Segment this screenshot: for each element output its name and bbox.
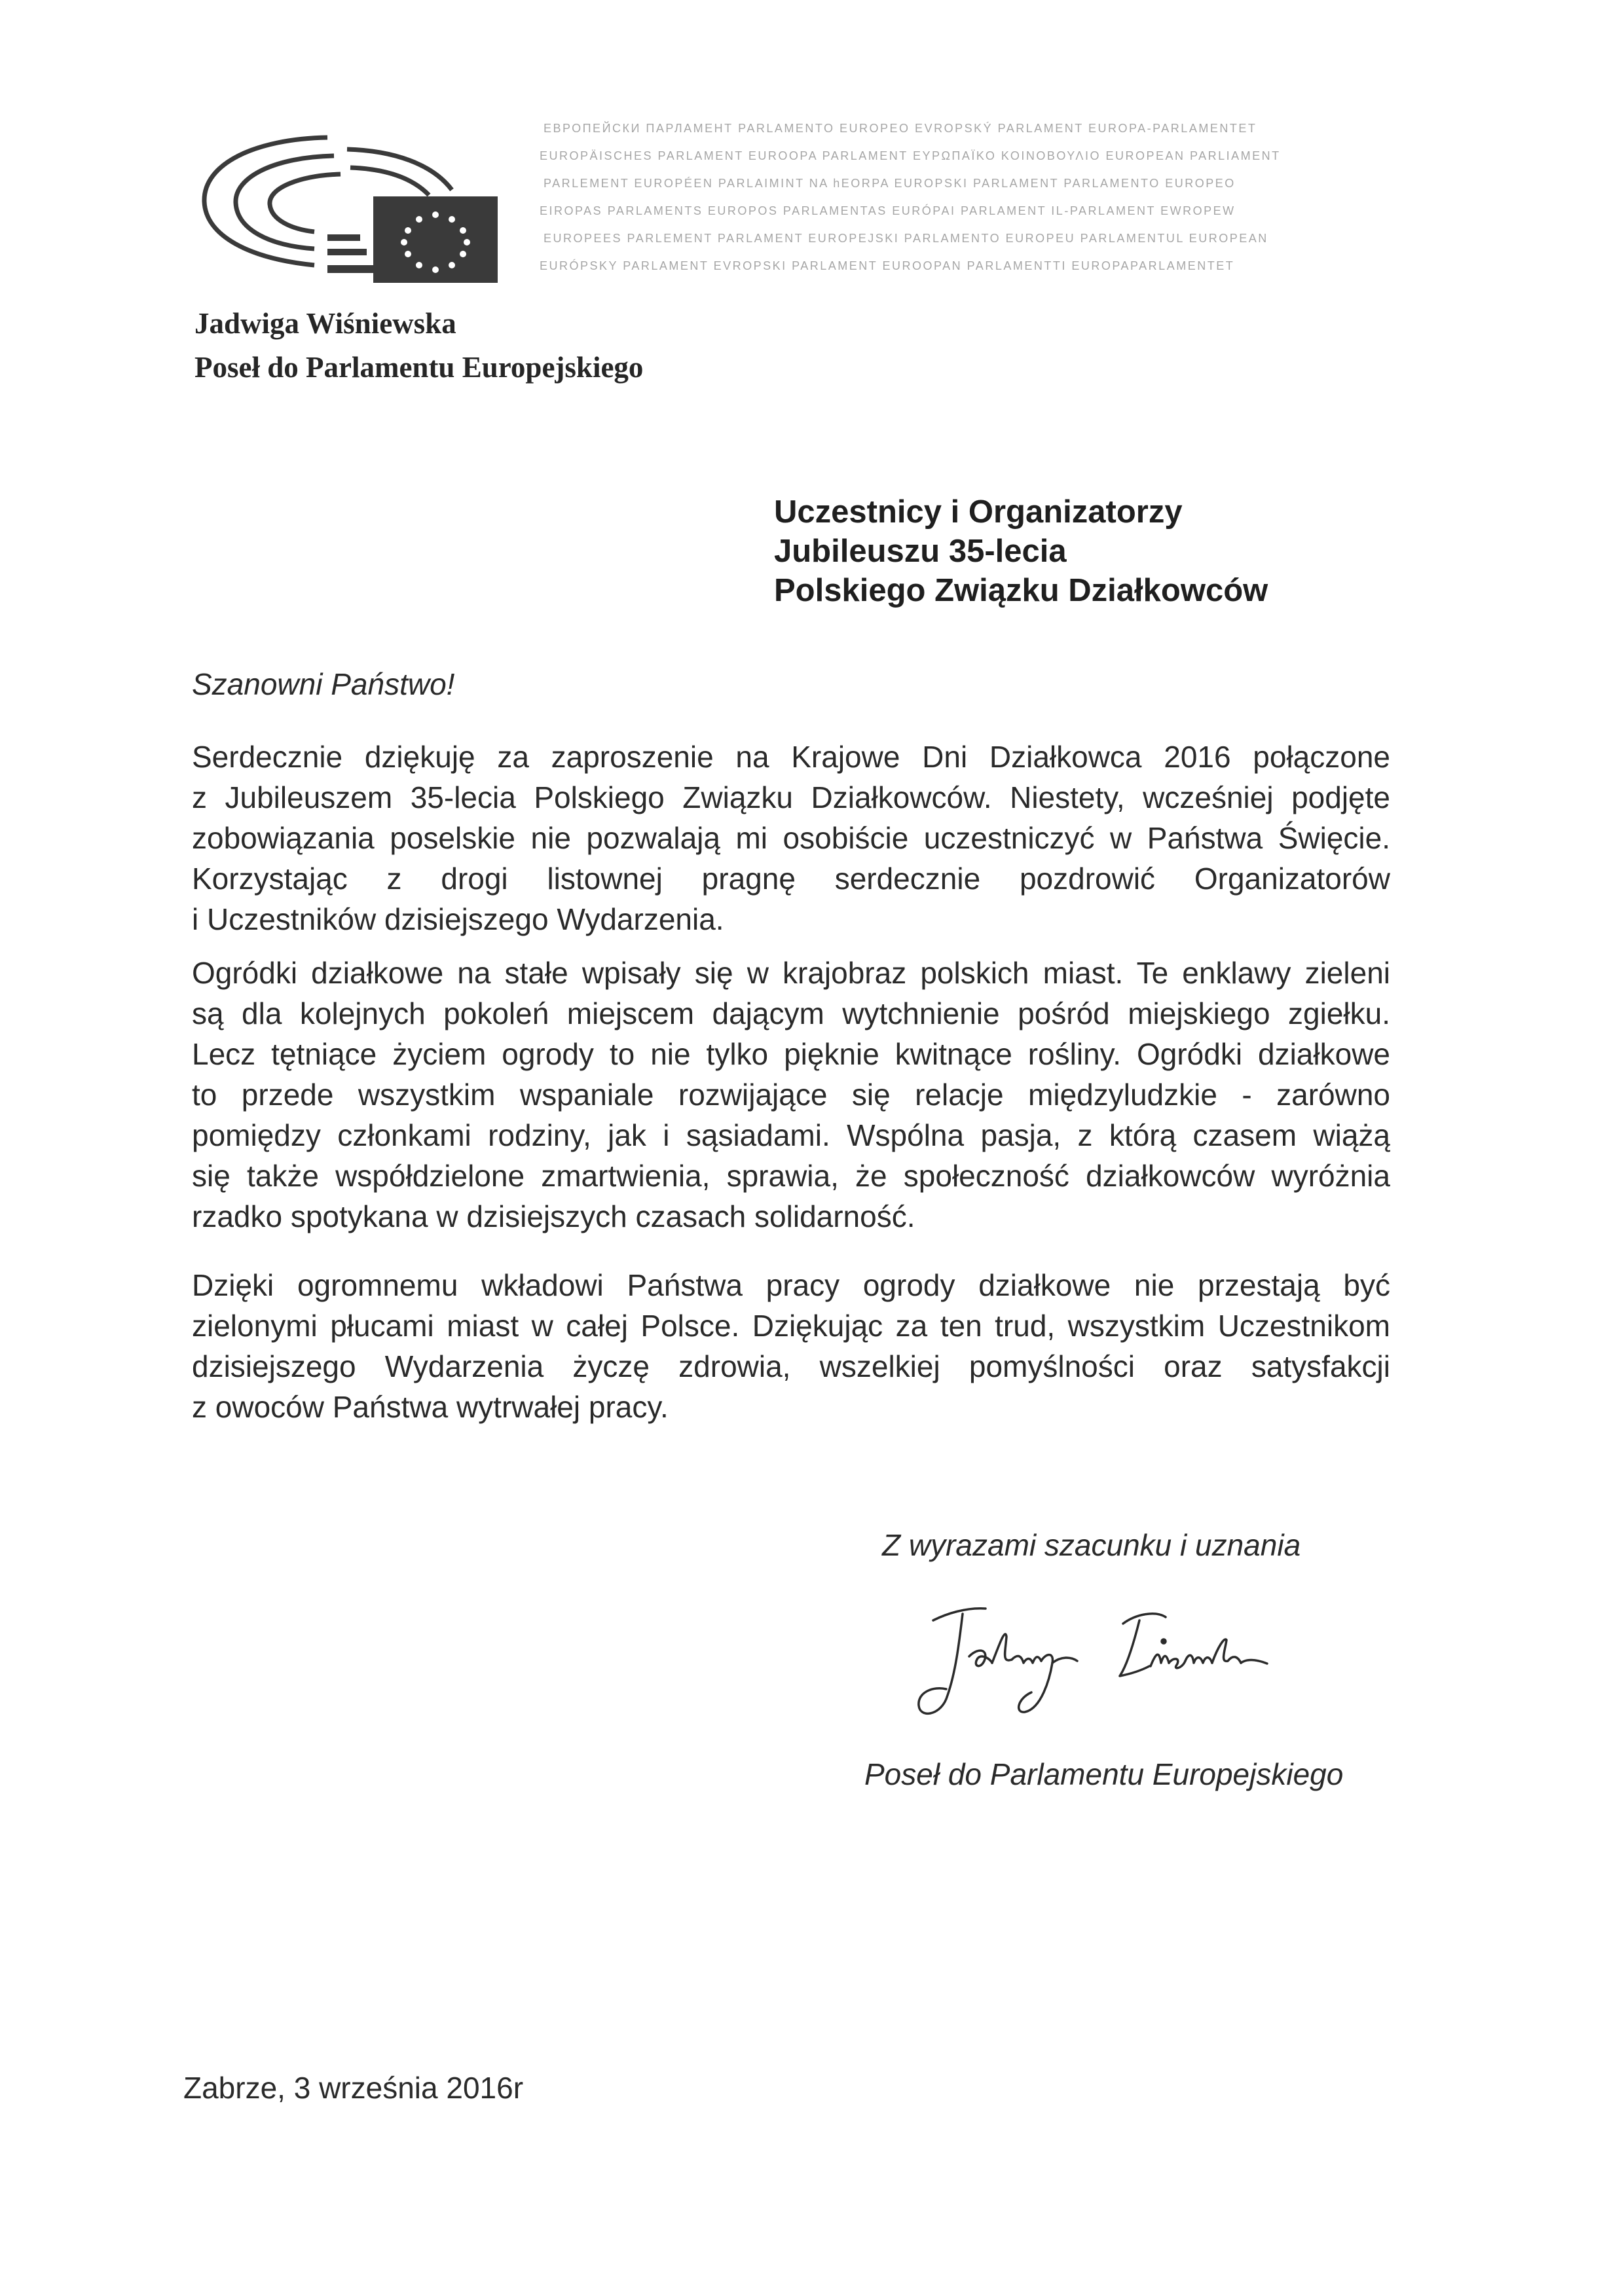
recipient-line: Uczestnicy i Organizatorzy bbox=[774, 494, 1183, 530]
recipient-line: Polskiego Związku Działkowców bbox=[774, 573, 1268, 608]
letterhead-institution-names bbox=[540, 122, 1408, 285]
signature-role: Poseł do Parlamentu Europejskiego bbox=[864, 1757, 1344, 1791]
paragraph-line: Korzystając z drogi listownej pragnę serdecznie pozdrowić Organizatorów bbox=[192, 862, 1390, 896]
paragraph-line: są dla kolejnych pokoleń miejscem dającym wytchnienie pośród miejskiego zgiełku. bbox=[192, 996, 1390, 1030]
letterhead-line: PARLEMENT EUROPÉEN PARLAIMINT NA hEORPA EUROPSKI PARLAMENT PARLAMENTO EUROPEO bbox=[544, 177, 1236, 190]
paragraph-line: to przede wszystkim wspaniale rozwijające się relacje międzyludzkie - zarówno bbox=[192, 1078, 1390, 1112]
letterhead-line: ЕВРОПЕЙСКИ ПАРЛАМЕНТ PARLAMENTO EUROPEO EVROPSKÝ PARLAMENT EUROPA-PARLAMENTET bbox=[544, 122, 1257, 135]
paragraph-line: pomiędzy członkami rodziny, jak i sąsiadami. Wspólna pasja, z którą czasem wiążą bbox=[192, 1118, 1390, 1152]
sender-name: Jadwiga Wiśniewska bbox=[194, 307, 456, 340]
paragraph-line: dzisiejszego Wydarzenia życzę zdrowia, wszelkiej pomyślności oraz satysfakcji bbox=[192, 1349, 1390, 1383]
body-paragraph-3 bbox=[192, 1265, 1390, 1427]
paragraph-line: rzadko spotykana w dzisiejszych czasach solidarność. bbox=[192, 1199, 915, 1233]
paragraph-line: zielonymi płucami miast w całej Polsce. Dziękując za ten trud, wszystkim Uczestnikom bbox=[192, 1309, 1390, 1343]
paragraph-line: Serdecznie dziękuję za zaproszenie na Krajowe Dni Działkowca 2016 połączone bbox=[192, 740, 1390, 774]
letterhead-line: EUROPÄISCHES PARLAMENT EUROOPA PARLAMENT ΕΥΡΩΠΑΪΚΟ ΚΟΙΝΟΒΟΥΛΙΟ EUROPEAN PARLIAMENT bbox=[540, 149, 1281, 162]
salutation: Szanowni Państwo! bbox=[192, 667, 455, 701]
paragraph-line: Ogródki działkowe na stałe wpisały się w krajobraz polskich miast. Te enklawy zieleni bbox=[192, 956, 1390, 990]
letterhead-line: EIROPAS PARLAMENTS EUROPOS PARLAMENTAS EURÓPAI PARLAMENT IL-PARLAMENT EWROPEW bbox=[540, 204, 1236, 217]
closing-phrase: Z wyrazami szacunku i uznania bbox=[882, 1528, 1301, 1562]
recipient-line: Jubileuszu 35-lecia bbox=[774, 534, 1067, 569]
paragraph-line: Lecz tętniące życiem ogrody to nie tylko pięknie kwitnące rośliny. Ogródki działkowe bbox=[192, 1037, 1390, 1071]
recipient-block bbox=[774, 492, 1268, 610]
place-and-date: Zabrze, 3 września 2016r bbox=[183, 2071, 524, 2105]
paragraph-line: Dzięki ogromnemu wkładowi Państwa pracy ogrody działkowe nie przestają być bbox=[192, 1268, 1390, 1302]
paragraph-line: zobowiązania poselskie nie pozwalają mi osobiście uczestniczyć w Państwa Święcie. bbox=[192, 821, 1390, 855]
sender-title: Poseł do Parlamentu Europejskiego bbox=[194, 351, 644, 384]
european-parliament-logo bbox=[196, 124, 511, 288]
letterhead-line: EUROPEES PARLEMENT PARLAMENT EUROPEJSKI PARLAMENTO EUROPEU PARLAMENTUL EUROPEAN bbox=[544, 232, 1268, 245]
paragraph-line: z owoców Państwa wytrwałej pracy. bbox=[192, 1390, 669, 1424]
paragraph-line: z Jubileuszem 35-lecia Polskiego Związku Działkowców. Niestety, wcześniej podjęte bbox=[192, 780, 1390, 814]
letterhead-line: EURÓPSKY PARLAMENT EVROPSKI PARLAMENT EUROOPAN PARLAMENTTI EUROPAPARLAMENTET bbox=[540, 259, 1235, 272]
body-paragraph-2 bbox=[192, 953, 1390, 1237]
paragraph-line: i Uczestników dzisiejszego Wydarzenia. bbox=[192, 902, 724, 936]
handwritten-signature bbox=[907, 1601, 1287, 1738]
body-paragraph-1 bbox=[192, 737, 1390, 939]
paragraph-line: się także współdzielone zmartwienia, sprawia, że społeczność działkowców wyróżnia bbox=[192, 1159, 1390, 1193]
